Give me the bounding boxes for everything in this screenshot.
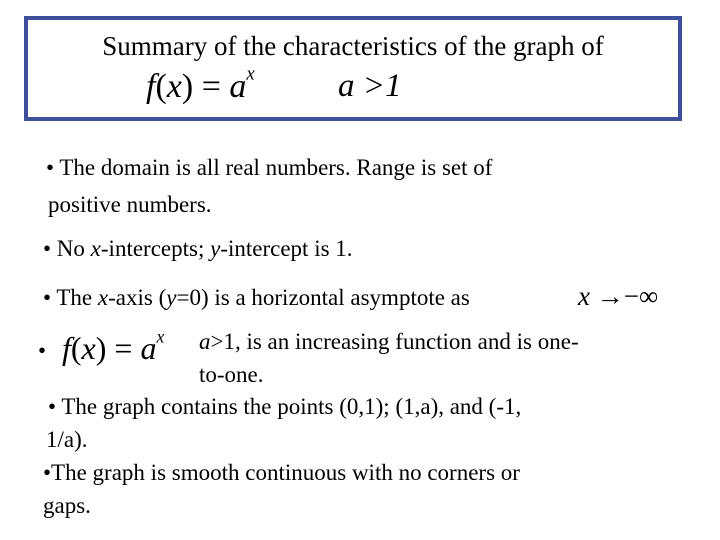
title-formula: $f(x) = a^x$ [146, 63, 255, 105]
bullet-domain-line2: positive numbers. [48, 192, 212, 217]
bullet-asymptote: • The x-axis (y=0) is a horizontal asymptote as [43, 285, 470, 310]
bullet-points-line2: 1/a). [46, 427, 88, 452]
bullet-points-line1: • The graph contains the points (0,1); (1,a), and (-1, [48, 394, 522, 419]
bullet-increasing-marker: • [38, 338, 47, 363]
increasing-formula: $f(x) = a^x$ [62, 326, 165, 366]
bullet-smooth-line1: •The graph is smooth continuous with no corners or [43, 460, 520, 485]
bullet-domain-line1: • The domain is all real numbers. Range is set of [46, 155, 493, 180]
bullet-increasing-line2: to-one. [199, 362, 264, 387]
slide-title: Summary of the characteristics of the graph of [102, 31, 604, 61]
title-condition: a >1 [338, 68, 402, 104]
bullet-intercepts: • No x-intercepts; y-intercept is 1. [43, 236, 353, 261]
asymptote-limit: x →−∞ [578, 281, 659, 311]
bullet-increasing-line1: a>1, is an increasing function and is one- [199, 329, 579, 354]
bullet-smooth-line2: gaps. [43, 493, 91, 518]
